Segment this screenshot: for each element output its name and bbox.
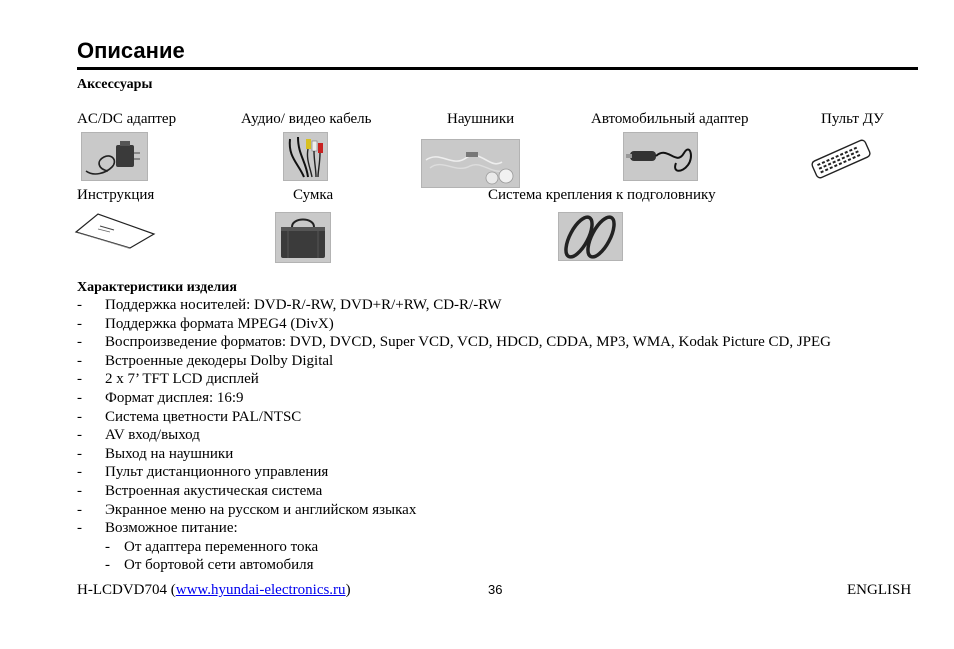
- feature-text: Возможное питание:: [105, 520, 238, 537]
- feature-item: [77, 446, 233, 463]
- feature-item: [77, 464, 328, 481]
- feature-text: 2 x 7’ TFT LCD дисплей: [105, 371, 259, 388]
- feature-item: [77, 316, 334, 333]
- feature-item: [77, 502, 416, 519]
- bullet-dash: -: [77, 483, 82, 499]
- feature-subitem: [105, 539, 318, 556]
- bullet-dash: -: [105, 557, 110, 574]
- bullet-dash: -: [77, 315, 82, 332]
- feature-text: Система цветности PAL/NTSC: [105, 408, 302, 425]
- feature-text: AV вход/выход: [105, 427, 200, 444]
- manual-image: [74, 210, 156, 250]
- label-headphones: Наушники: [447, 111, 515, 127]
- feature-item: [77, 520, 238, 537]
- footer-model-close: ): [345, 582, 351, 598]
- feature-text: Экранное меню на русском и английском языках: [105, 501, 417, 518]
- label-ac-dc-adapter: AC/DC адаптер: [77, 111, 177, 127]
- footer-model: [77, 582, 351, 599]
- feature-subitem-text: От бортовой сети автомобиля: [124, 557, 314, 574]
- headphones-image: [421, 139, 520, 188]
- feature-text: Поддержка формата MPEG4 (DivX): [105, 315, 334, 332]
- feature-item: [77, 483, 322, 500]
- website-link[interactable]: www.hyundai-electronics.ru: [175, 582, 346, 598]
- accessories-heading: Аксессуары: [77, 77, 153, 92]
- car-adapter-image: [623, 132, 698, 181]
- feature-text: Формат дисплея: 16:9: [105, 390, 244, 406]
- footer-model-text: H-LCDVD704 (: [77, 582, 176, 598]
- page-title: Описание: [77, 38, 185, 63]
- footer-language: ENGLISH: [847, 582, 912, 598]
- feature-text: Поддержка носителей: DVD-R/-RW, DVD+R/+RW, CD-R/-RW: [105, 297, 502, 313]
- features-heading: Характеристики изделия: [77, 280, 237, 295]
- bullet-dash: -: [77, 427, 82, 444]
- feature-item: [77, 371, 259, 388]
- feature-subitem: [105, 557, 314, 574]
- av-cable-image: [283, 132, 328, 181]
- bullet-dash: -: [105, 538, 110, 555]
- remote-control-image: [808, 136, 874, 182]
- bullet-dash: -: [77, 334, 82, 351]
- feature-text: Встроенная акустическая система: [105, 483, 323, 499]
- label-av-cable: Аудио/ видео кабель: [241, 111, 372, 127]
- bullet-dash: -: [77, 464, 82, 481]
- bullet-dash: -: [77, 501, 82, 518]
- feature-item: [77, 334, 831, 351]
- feature-item: [77, 353, 333, 370]
- feature-text: Встроенные декодеры Dolby Digital: [105, 352, 334, 369]
- bullet-dash: -: [77, 408, 82, 425]
- feature-text: Воспроизведение форматов: DVD, DVCD, Super VCD, VCD, HDCD, CDDA, MP3, WMA, Kodak Picture CD, JPEG: [105, 334, 832, 351]
- bullet-dash: -: [77, 520, 82, 537]
- bag-image: [275, 212, 331, 263]
- feature-text: Пульт дистанционного управления: [105, 464, 329, 481]
- title-rule: [77, 67, 918, 70]
- label-remote: Пульт ДУ: [821, 111, 884, 127]
- bullet-dash: -: [77, 390, 82, 406]
- label-manual: Инструкция: [77, 187, 155, 203]
- label-bag: Сумка: [293, 187, 334, 203]
- bullet-dash: -: [77, 445, 82, 462]
- headrest-mount-image: [558, 212, 623, 261]
- feature-item: [77, 390, 244, 407]
- ac-adapter-image: [81, 132, 148, 181]
- bullet-dash: -: [77, 297, 82, 313]
- label-headrest-mount: Система крепления к подголовнику: [488, 187, 716, 203]
- bullet-dash: -: [77, 352, 82, 369]
- bullet-dash: -: [77, 371, 82, 388]
- feature-item: [77, 297, 502, 314]
- feature-item: [77, 427, 200, 444]
- feature-item: [77, 409, 301, 426]
- label-car-adapter: Автомобильный адаптер: [591, 111, 749, 127]
- feature-subitem-text: От адаптера переменного тока: [124, 538, 319, 555]
- page-number: 36: [488, 582, 503, 597]
- feature-text: Выход на наушники: [105, 445, 234, 462]
